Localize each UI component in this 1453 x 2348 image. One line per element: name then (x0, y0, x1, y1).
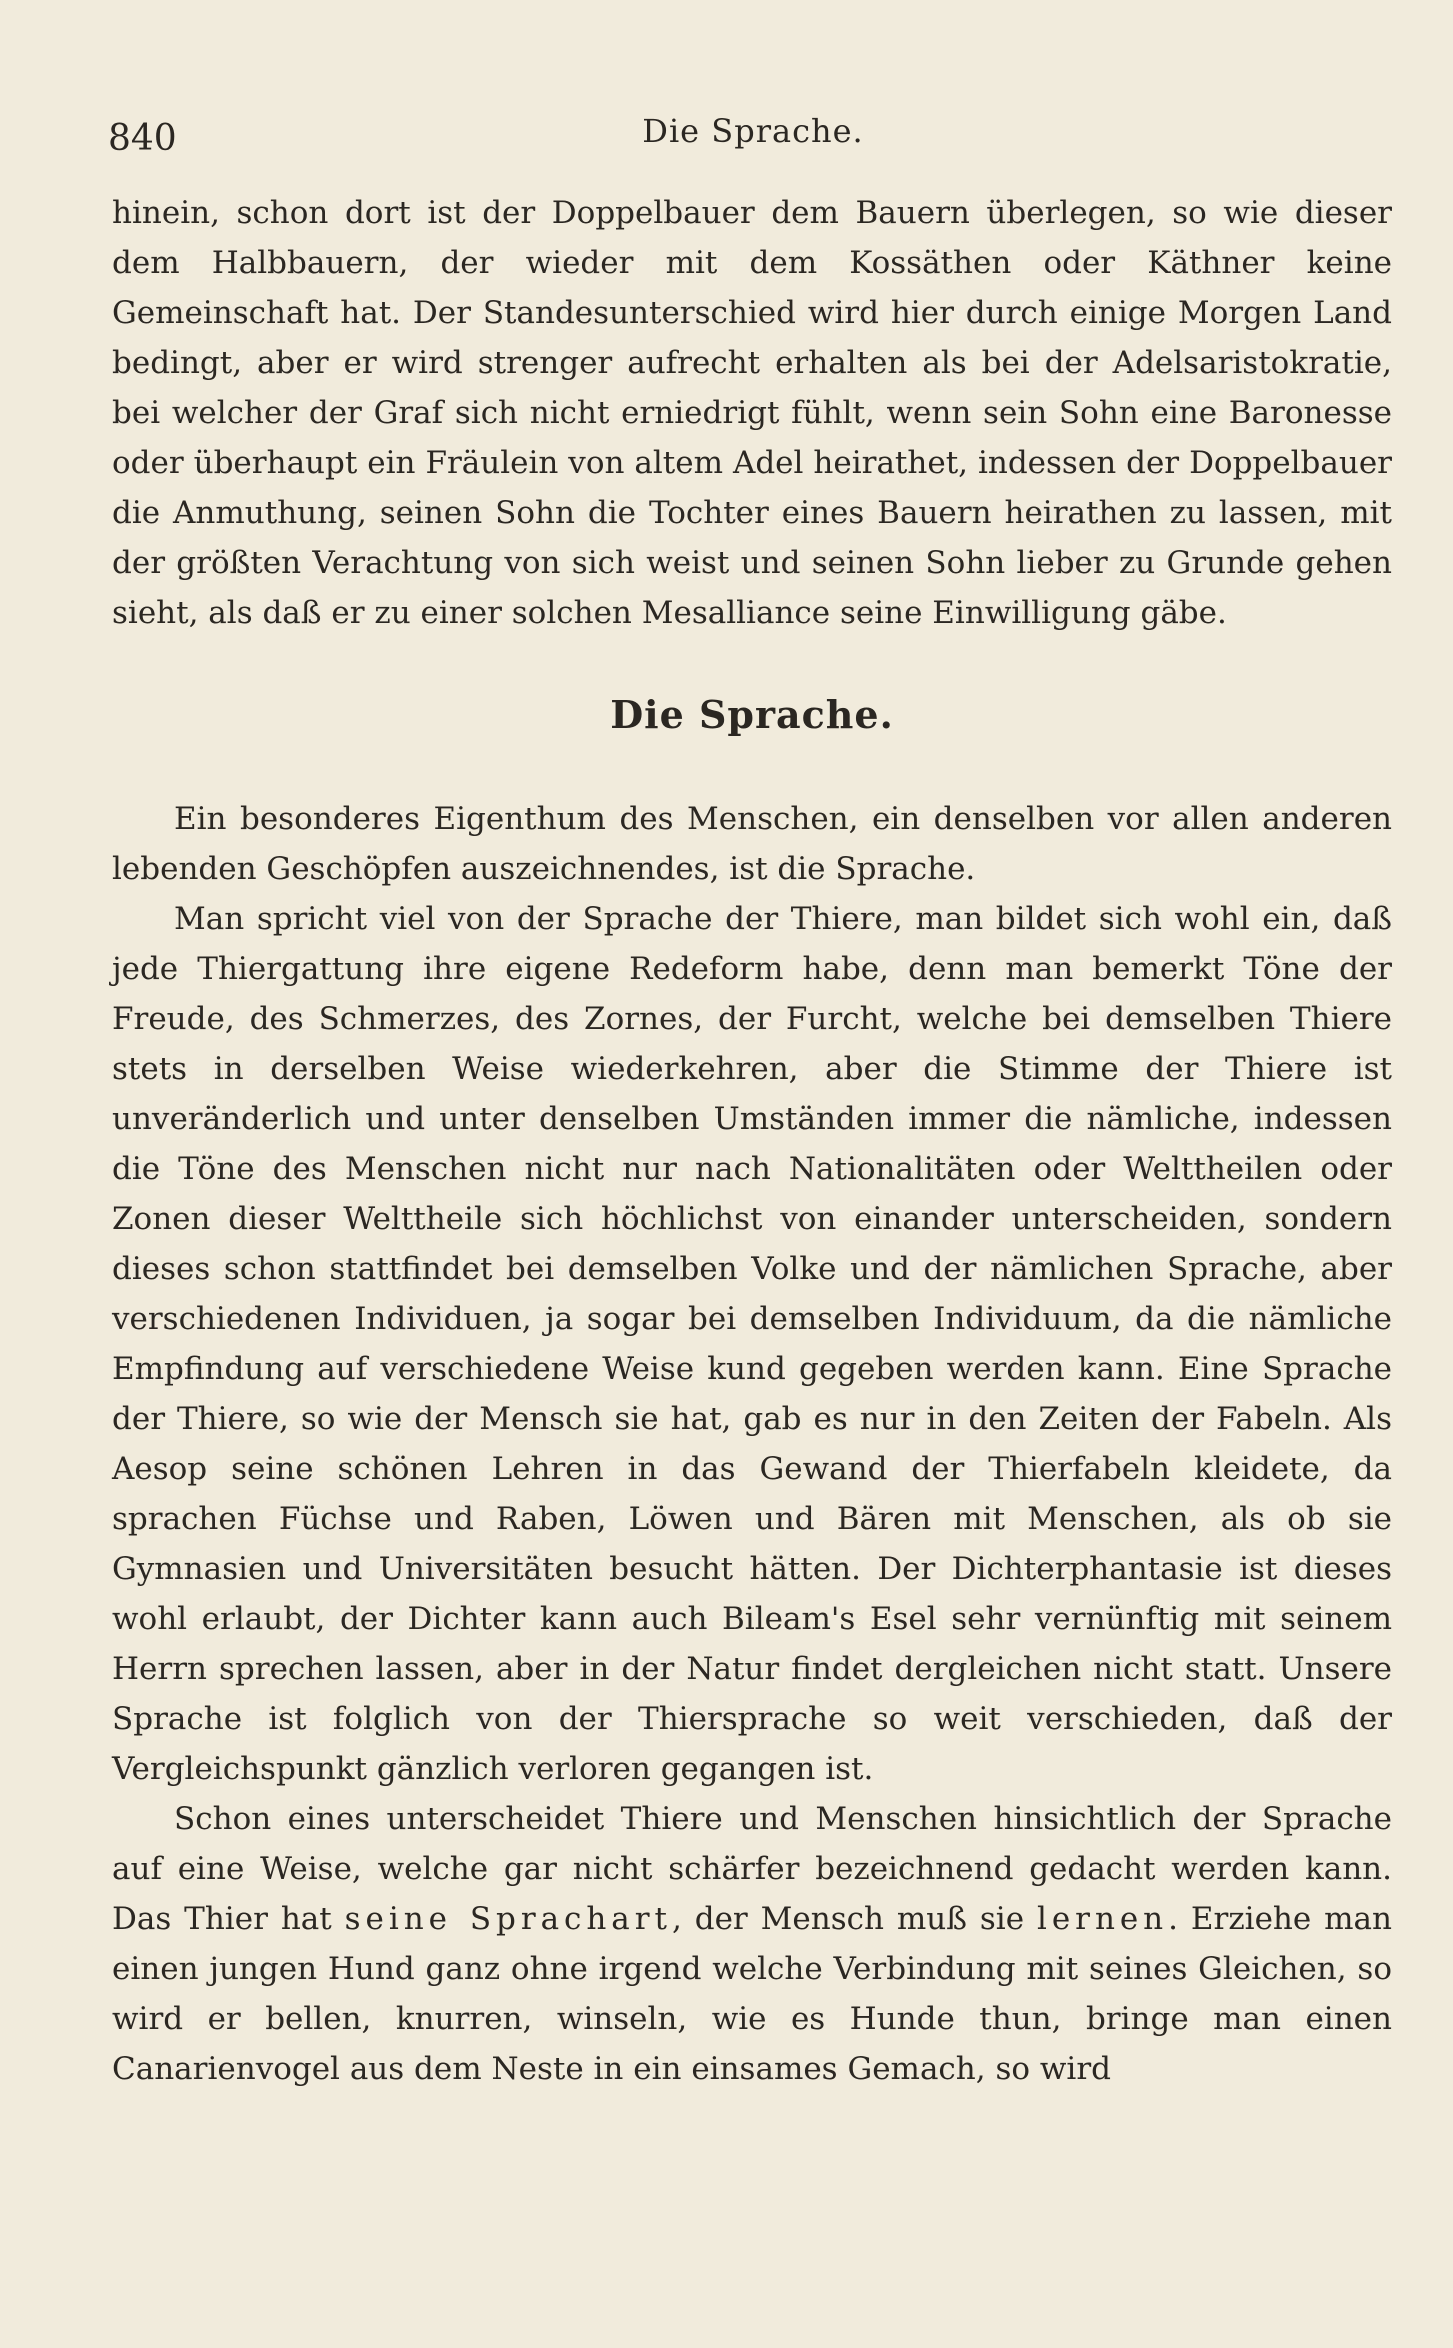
page-number: 840 (108, 118, 177, 159)
paragraph-1: Ein besonderes Eigenthum des Menschen, ein denselben vor allen anderen lebenden Geschöpfen auszeichnendes, ist die Sprache. (112, 801, 1392, 887)
paragraph-3-end: . Erziehe man einen jungen Hund ganz ohne irgend welche Verbindung mit seines Gleichen, so wird er bellen, knurren, winseln, wie es Hunde thun, bringe man einen Canarienvogel aus dem Neste in ein einsames Gemach, so wird (112, 1901, 1393, 2087)
page-header (108, 112, 1398, 172)
paragraph-2: Man spricht viel von der Sprache der Thiere, man bildet sich wohl ein, daß jede Thiergattung ihre eigene Redeform habe, denn man bemerkt Töne der Freude, des Schmerzes, des Zornes, der Furcht, welche bei demselben Thiere stets in derselben Weise wiederkehren, aber die Stimme der Thiere ist unveränderlich und unter denselben Umständen immer die nämliche, indessen die Töne des Menschen nicht nur nach Nationalitäten oder Welttheilen oder Zonen dieser Welttheile sich höchlichst von einander unterscheiden, sondern dieses schon stattfindet bei demselben Volke und der nämlichen Sprache, aber verschiedenen Individuen, ja sogar bei demselben Individuum, da die nämliche Empfindung auf verschiedene Weise kund gegeben werden kann. Eine Sprache der Thiere, so wie der Mensch sie hat, gab es nur in den Zeiten der Fabeln. Als Aesop seine schönen Lehren in das Gewand der Thierfabeln kleidete, da sprachen Füchse und Raben, Löwen und Bären mit Menschen, als ob sie Gymnasien und Universitäten besucht hätten. Der Dichterphantasie ist dieses wohl erlaubt, der Dichter kann auch Bileam's Esel sehr vernünftig mit seinem Herrn sprechen lassen, aber in der Natur findet dergleichen nicht statt. Unsere Sprache ist folglich von der Thiersprache so weit verschieden, daß der Vergleichspunkt gänzlich verloren gegangen ist. (112, 901, 1392, 1787)
spaced-emphasis-sprachart: seine Sprachart (344, 1901, 672, 1937)
page-body (112, 188, 1392, 2094)
paragraph-3 (112, 1794, 1392, 2094)
section-title: Die Sprache. (610, 692, 894, 737)
continuation-paragraph: hinein, schon dort ist der Doppelbauer dem Bauern überlegen, so wie dieser dem Halbbauern, der wieder mit dem Kossäthen oder Käthner keine Gemeinschaft hat. Der Standesunterschied wird hier durch einige Morgen Land bedingt, aber er wird strenger aufrecht erhalten als bei der Adelsaristokratie, bei welcher der Graf sich nicht erniedrigt fühlt, wenn sein Sohn eine Baronesse oder überhaupt ein Fräulein von altem Adel heirathet, indessen der Doppelbauer die Anmuthung, seinen Sohn die Tochter eines Bauern heirathen zu lassen, mit der größten Verachtung von sich weist und seinen Sohn lieber zu Grunde gehen sieht, als daß er zu einer solchen Mesalliance seine Einwilligung gäbe. (112, 195, 1392, 631)
paragraph-3-start: Schon eines unterscheidet Thiere und Menschen hinsichtlich der Sprache auf eine Weise, welche gar nicht schärfer bezeichnend gedacht werden kann. Das Thier hat (112, 1801, 1392, 1937)
spaced-emphasis-lernen: lernen (1036, 1901, 1169, 1937)
running-head: Die Sprache. (642, 112, 864, 150)
paragraph-3-middle: , der Mensch muß sie (671, 1901, 1025, 1937)
